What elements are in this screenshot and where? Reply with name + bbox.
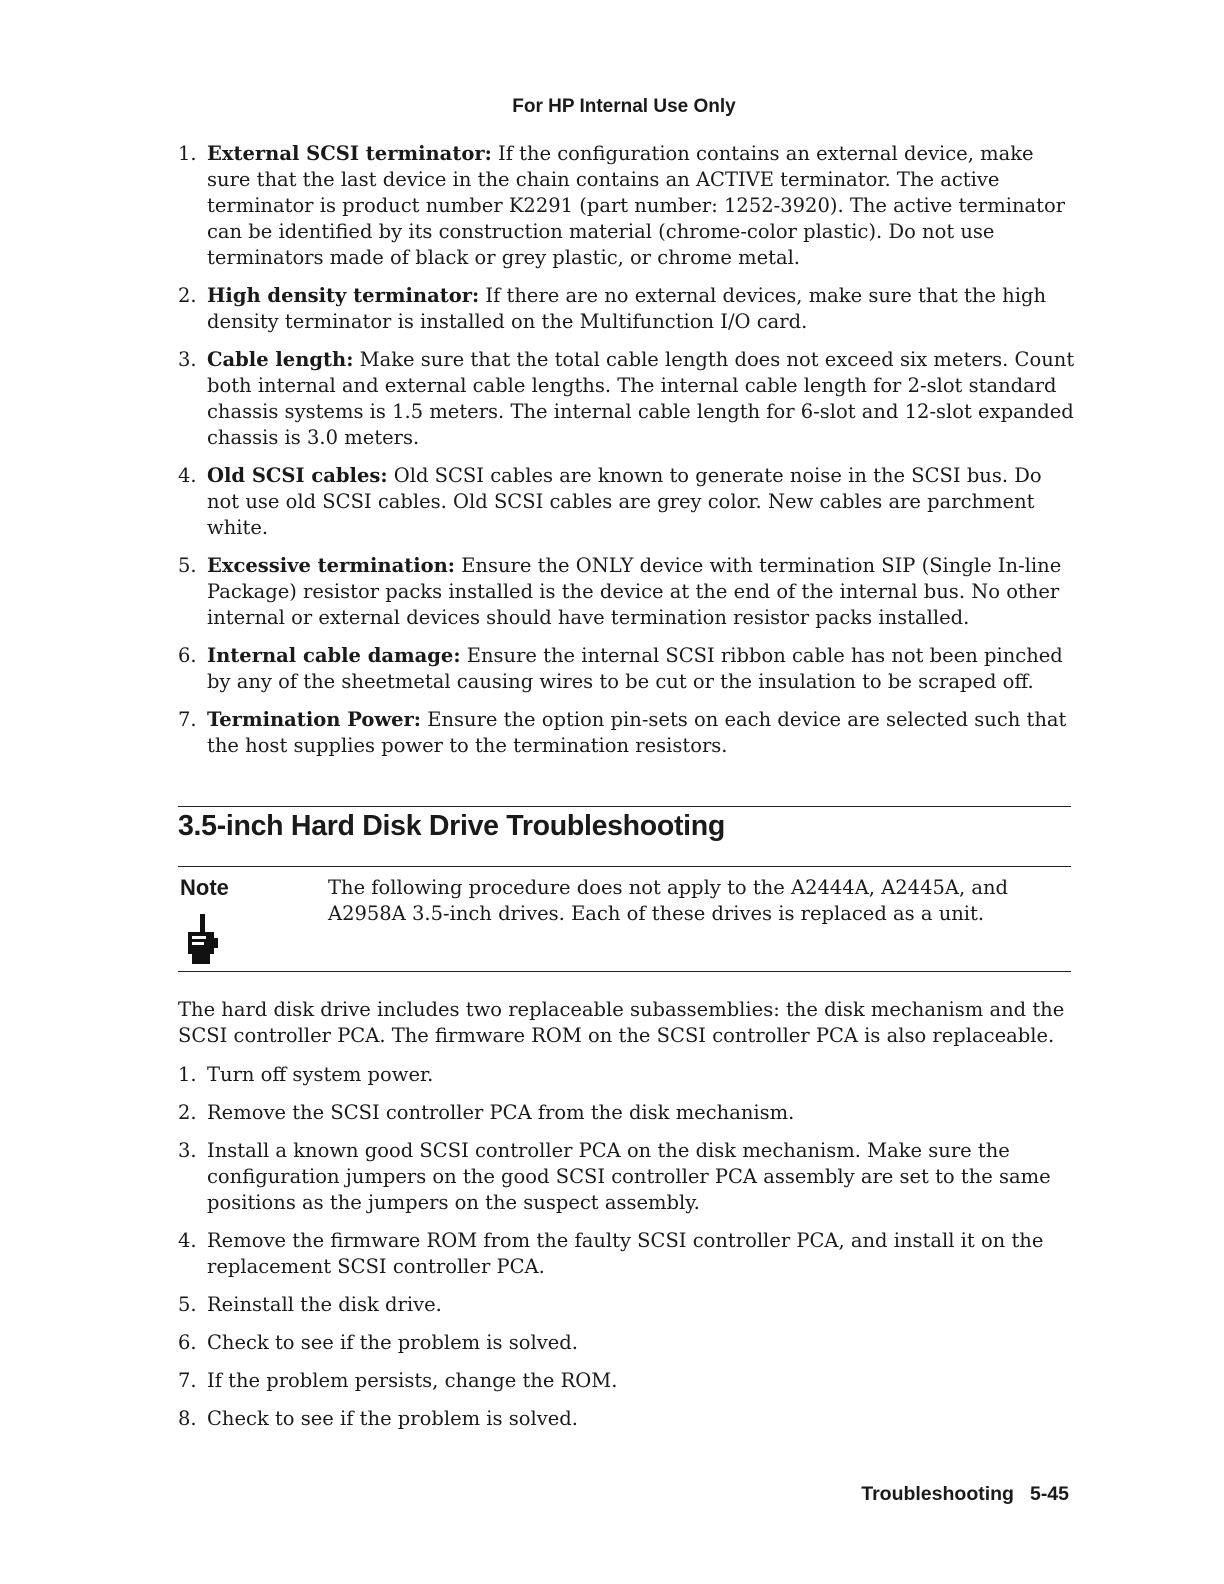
pointing-hand-icon bbox=[184, 914, 222, 964]
step-text: If the problem persists, change the ROM. bbox=[207, 1369, 618, 1392]
item-number: 5. bbox=[178, 554, 197, 577]
item-number: 1. bbox=[178, 142, 197, 165]
section-divider-top bbox=[178, 806, 1071, 807]
list-item bbox=[178, 1228, 1078, 1280]
list-item bbox=[178, 643, 1078, 695]
step-text: Reinstall the disk drive. bbox=[207, 1293, 442, 1316]
step-number: 8. bbox=[178, 1407, 197, 1430]
step-number: 5. bbox=[178, 1293, 197, 1316]
list-item bbox=[178, 1062, 1078, 1088]
section-title: 3.5-inch Hard Disk Drive Troubleshooting bbox=[178, 810, 726, 842]
list-item bbox=[178, 141, 1078, 271]
section-divider bbox=[178, 866, 1071, 867]
step-text: Install a known good SCSI controller PCA on the disk mechanism. Make sure the configuration jumpers on the good SCSI controller PCA assembly are set to the same positions as the jumpers on the suspect assembly. bbox=[207, 1139, 1051, 1214]
item-term: High density terminator: bbox=[207, 284, 480, 307]
item-number: 3. bbox=[178, 348, 197, 371]
step-number: 6. bbox=[178, 1331, 197, 1354]
step-number: 1. bbox=[178, 1063, 197, 1086]
list-item bbox=[178, 463, 1078, 541]
item-term: Cable length: bbox=[207, 348, 354, 371]
item-number: 7. bbox=[178, 708, 197, 731]
list-item bbox=[178, 1292, 1078, 1318]
item-term: Excessive termination: bbox=[207, 554, 455, 577]
item-number: 2. bbox=[178, 284, 197, 307]
list-item bbox=[178, 707, 1078, 759]
item-text: If the configuration contains an external device, make sure that the last device in the chain contains an ACTIVE terminator. The active terminator is product number K2291 (part number: 1252-3920). The active terminator can be identified by its construction material (chrome-color plastic). Do not use terminators made of black or grey plastic, or chrome metal. bbox=[207, 142, 1066, 269]
step-number: 4. bbox=[178, 1229, 197, 1252]
step-number: 7. bbox=[178, 1369, 197, 1392]
item-term: Termination Power: bbox=[207, 708, 422, 731]
item-term: Internal cable damage: bbox=[207, 644, 461, 667]
note-label: Note bbox=[180, 875, 229, 900]
note-text: The following procedure does not apply to the A2444A, A2445A, and A2958A 3.5-inch drives. Each of these drives is replaced as a unit. bbox=[328, 876, 1009, 925]
step-text: Check to see if the problem is solved. bbox=[207, 1407, 578, 1430]
item-text: Ensure the ONLY device with termination SIP (Single In-line Package) resistor packs installed is the device at the end of the internal bus. No other internal or external devices should have termination resistor packs installed. bbox=[207, 554, 1062, 629]
step-text: Check to see if the problem is solved. bbox=[207, 1331, 578, 1354]
item-text: Ensure the internal SCSI ribbon cable has not been pinched by any of the sheetmetal causing wires to be cut or the insulation to be scraped off. bbox=[207, 644, 1063, 693]
item-number: 4. bbox=[178, 464, 197, 487]
list-item bbox=[178, 1368, 1078, 1394]
list-item bbox=[178, 1330, 1078, 1356]
checklist bbox=[178, 141, 1078, 771]
list-item bbox=[178, 1138, 1078, 1216]
item-term: Old SCSI cables: bbox=[207, 464, 388, 487]
item-term: External SCSI terminator: bbox=[207, 142, 492, 165]
list-item bbox=[178, 347, 1078, 451]
step-number: 2. bbox=[178, 1101, 197, 1124]
footer-chapter: Troubleshooting bbox=[861, 1483, 1014, 1505]
page-header: For HP Internal Use Only bbox=[512, 96, 736, 117]
item-text: Old SCSI cables are known to generate noise in the SCSI bus. Do not use old SCSI cables. Old SCSI cables are grey color. New cables are parchment white. bbox=[207, 464, 1042, 539]
list-item bbox=[178, 553, 1078, 631]
page-number: 5-45 bbox=[1029, 1483, 1069, 1505]
item-text: If there are no external devices, make sure that the high density terminator is installed on the Multifunction I/O card. bbox=[207, 284, 1047, 333]
item-text: Make sure that the total cable length does not exceed six meters. Count both internal and external cable lengths. The internal cable length for 2-slot standard chassis systems is 1.5 meters. The internal cable length for 6-slot and 12-slot expanded chassis is 3.0 meters. bbox=[207, 348, 1075, 449]
item-text: Ensure the option pin-sets on each device are selected such that the host supplies power to the termination resistors. bbox=[207, 708, 1067, 757]
procedure-steps bbox=[178, 1062, 1078, 1444]
intro-paragraph: The hard disk drive includes two replaceable subassemblies: the disk mechanism and the SCSI controller PCA. The firmware ROM on the SCSI controller PCA is also replaceable. bbox=[178, 998, 1065, 1047]
list-item bbox=[178, 283, 1078, 335]
step-text: Remove the firmware ROM from the faulty SCSI controller PCA, and install it on the replacement SCSI controller PCA. bbox=[207, 1229, 1044, 1278]
item-number: 6. bbox=[178, 644, 197, 667]
note-divider bbox=[178, 971, 1071, 972]
step-number: 3. bbox=[178, 1139, 197, 1162]
list-item bbox=[178, 1100, 1078, 1126]
step-text: Remove the SCSI controller PCA from the disk mechanism. bbox=[207, 1101, 795, 1124]
step-text: Turn off system power. bbox=[207, 1063, 434, 1086]
page-footer bbox=[861, 1483, 1069, 1506]
list-item bbox=[178, 1406, 1078, 1432]
